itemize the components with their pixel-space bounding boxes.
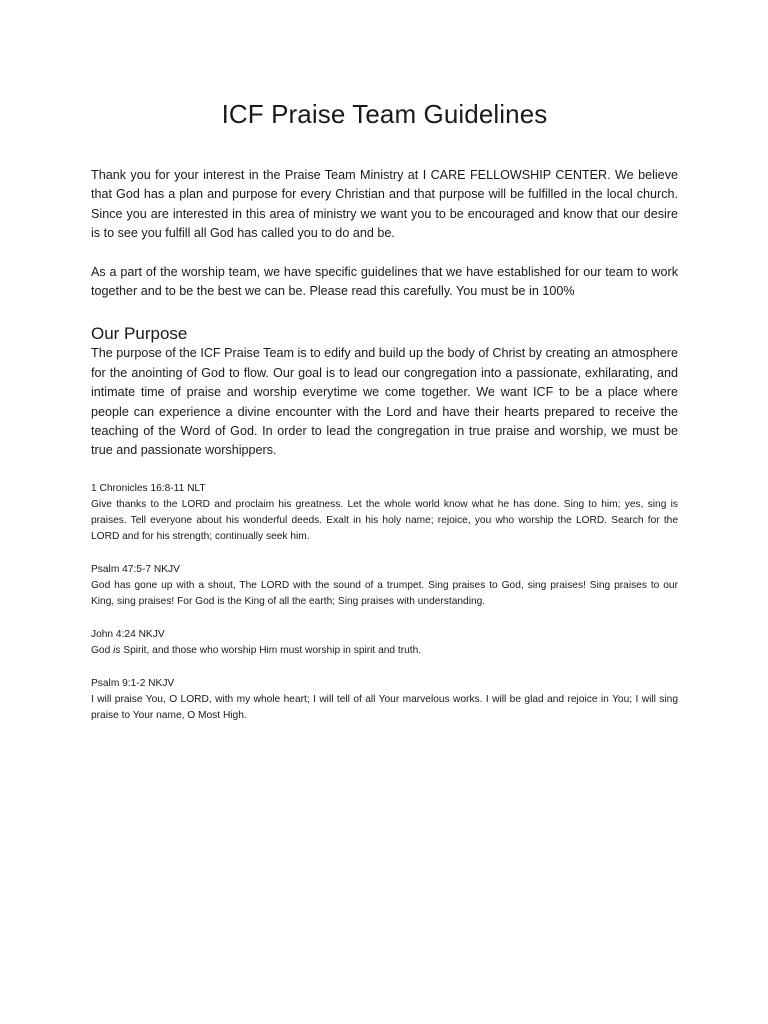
scripture-reference: John 4:24 NKJV xyxy=(91,628,165,640)
scripture-item xyxy=(91,676,678,724)
scripture-reference: 1 Chronicles 16:8-11 NLT xyxy=(91,482,206,494)
scripture-text-part: Spirit, and those who worship Him must worship in spirit and truth. xyxy=(120,644,422,656)
page-title: ICF Praise Team Guidelines xyxy=(221,99,548,129)
scripture-reference: Psalm 9:1-2 NKJV xyxy=(91,677,175,689)
scripture-reference: Psalm 47:5-7 NKJV xyxy=(91,563,180,575)
section-heading-purpose: Our Purpose xyxy=(91,324,188,344)
scripture-text-italic: is xyxy=(113,644,121,656)
scripture-text: Give thanks to the LORD and proclaim his greatness. Let the whole world know what he has done. Sing to him; yes, sing is praises. Tell everyone about his wonderful deeds. Exalt in his holy name; rejoice, you who worship the LORD. Search for the LORD and for his strength; continually seek him. xyxy=(91,498,678,542)
scripture-text: God has gone up with a shout, The LORD with the sound of a trumpet. Sing praises to God, sing praises! Sing praises to our King, sing praises! For God is the King of all the earth; Sing praises with understanding. xyxy=(91,579,678,607)
scripture-text xyxy=(91,643,678,659)
purpose-paragraph: The purpose of the ICF Praise Team is to edify and build up the body of Christ by creating an atmosphere for the anointing of God to flow. Our goal is to lead our congregation into a passionate, exhilarating, and intimate time of praise and worship everytime we come together. We want ICF to be a place where people can experience a divine encounter with the Lord and have their hearts prepared to receive the teaching of the Word of God. In order to lead the congregation in true praise and worship, we must be true and passionate worshippers. xyxy=(91,346,678,458)
scripture-item xyxy=(91,562,678,610)
scripture-item xyxy=(91,627,678,659)
scripture-text-part: God xyxy=(91,644,114,656)
intro-paragraph-guidelines: As a part of the worship team, we have specific guidelines that we have established for our team to work together and to be the best we can be. Please read this carefully. You must be in 100% xyxy=(91,264,678,299)
intro-paragraph-welcome: Thank you for your interest in the Praise Team Ministry at I CARE FELLOWSHIP CENTER. We believe that God has a plan and purpose for every Christian and that purpose will be fulfilled in the local church. Since you are interested in this area of ministry we want you to be encouraged and know that our desire is to see you fulfill all God has called you to do and be. xyxy=(91,168,678,241)
scripture-text: I will praise You, O LORD, with my whole heart; I will tell of all Your marvelous works. I will be glad and rejoice in You; I will sing praise to Your name, O Most High. xyxy=(91,693,678,721)
scripture-item xyxy=(91,481,678,545)
scripture-list xyxy=(91,481,678,724)
